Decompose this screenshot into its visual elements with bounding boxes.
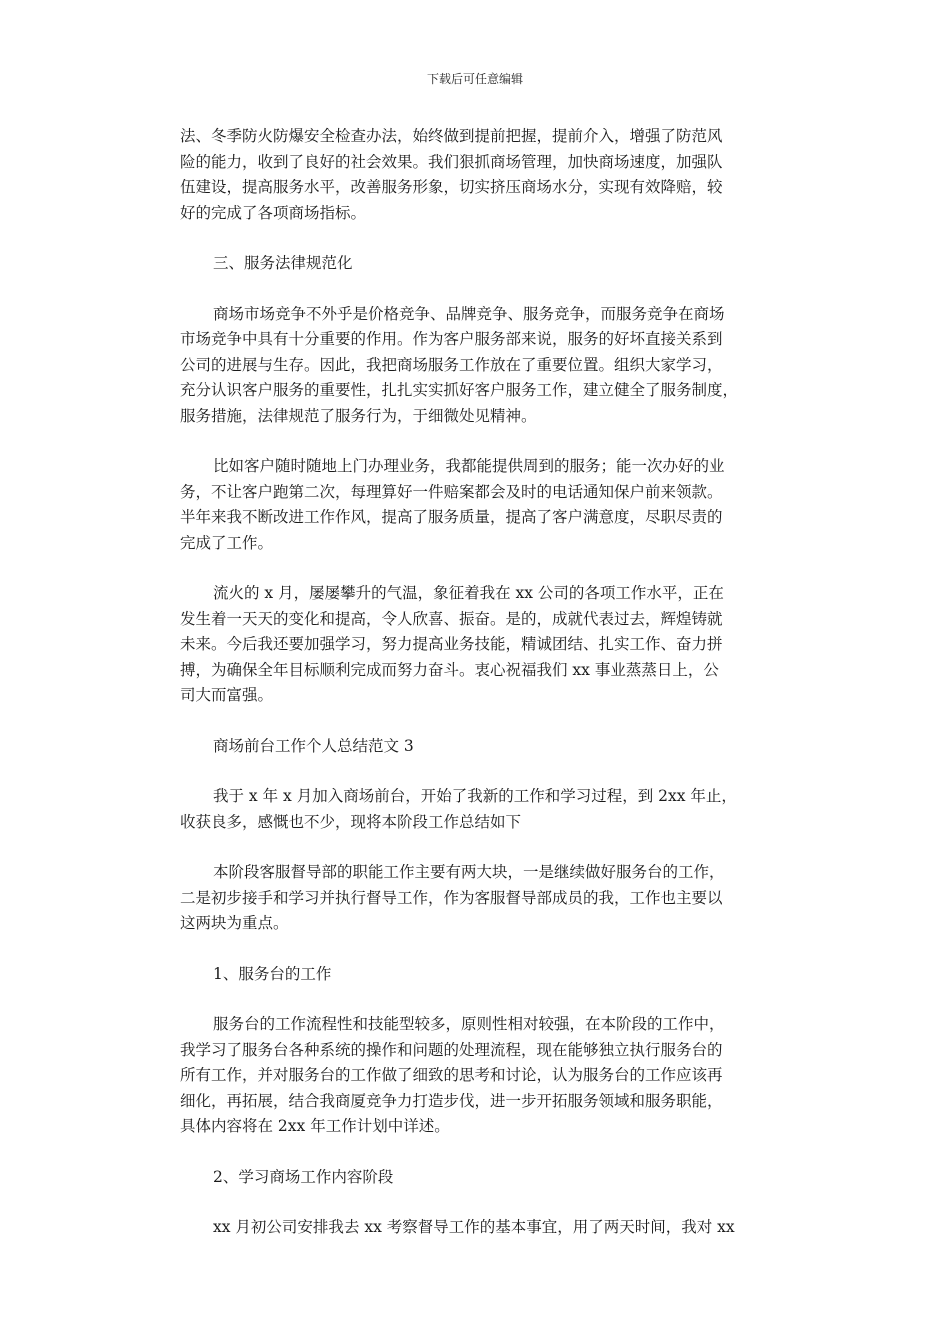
paragraph — [180, 124, 780, 226]
paragraph-line: 伍建设，提高服务水平，改善服务形象，切实挤压商场水分，实现有效降赔，较 — [180, 178, 723, 196]
page-header: 下载后可任意编辑 — [426, 72, 523, 86]
paragraph-line: 充分认识客户服务的重要性，扎扎实实抓好客户服务工作，建立健全了服务制度， — [180, 381, 739, 399]
document-body — [180, 124, 780, 1266]
paragraph — [180, 581, 780, 709]
paragraph-line: 未来。今后我还要加强学习，努力提高业务技能，精诚团结、扎实工作、奋力拼 — [180, 635, 723, 653]
paragraph-line: 好的完成了各项商场指标。 — [180, 203, 367, 222]
paragraph-line: 公司的进展与生存。因此，我把商场服务工作放在了重要位置。组织大家学习， — [180, 355, 723, 374]
paragraph-line: 半年来我不断改进工作作风，提高了服务质量，提高了客户满意度，尽职尽责的 — [180, 508, 723, 526]
paragraph-line: 发生着一天天的变化和提高，令人欣喜、振奋。是的，成就代表过去，辉煌铸就 — [180, 609, 723, 628]
paragraph-line: 市场竞争中具有十分重要的作用。作为客户服务部来说，服务的好坏直接关系到 — [180, 330, 723, 348]
paragraph-line: 本阶段客服督导部的职能工作主要有两大块，一是继续做好服务台的工作， — [213, 863, 725, 881]
paragraph-line: xx 月初公司安排我去 xx 考察督导工作的基本事宜，用了两天时间，我对 xx — [213, 1218, 735, 1236]
paragraph-line: 收获良多，感慨也不少，现将本阶段工作总结如下 — [180, 812, 522, 831]
section-heading: 1、服务台的工作 — [213, 964, 332, 983]
section-heading: 2、学习商场工作内容阶段 — [213, 1167, 394, 1186]
paragraph-line: 完成了工作。 — [180, 533, 274, 552]
paragraph-line: 这两块为重点。 — [180, 914, 289, 932]
paragraph-line: 险的能力，收到了良好的社会效果。我们狠抓商场管理，加快商场速度，加强队 — [180, 152, 723, 171]
paragraph-line: 细化，再拓展，结合我商厦竞争力打造步伐，进一步开拓服务领域和服务职能， — [180, 1091, 723, 1110]
paragraph-line: 服务台的工作流程性和技能型较多，原则性相对较强，在本阶段的工作中， — [213, 1015, 725, 1033]
paragraph-line: 搏，为确保全年目标顺利完成而努力奋斗。衷心祝福我们 xx 事业蒸蒸日上，公 — [180, 660, 719, 679]
paragraph-line: 具体内容将在 2xx 年工作计划中详述。 — [180, 1117, 450, 1135]
section-heading: 商场前台工作个人总结范文 3 — [213, 736, 414, 755]
section-heading: 三、服务法律规范化 — [213, 254, 353, 272]
paragraph-line: 比如客户随时随地上门办理业务，我都能提供周到的服务；能一次办好的业 — [213, 457, 725, 475]
paragraph — [180, 454, 780, 556]
paragraph-line: 流火的 x 月，屡屡攀升的气温，象征着我在 xx 公司的各项工作水平，正在 — [213, 584, 724, 602]
paragraph-line: 我于 x 年 x 月加入商场前台，开始了我新的工作和学习过程，到 2xx 年止， — [213, 787, 737, 805]
paragraph-line: 商场市场竞争不外乎是价格竞争、品牌竞争、服务竞争，而服务竞争在商场 — [213, 304, 725, 323]
paragraph — [180, 1215, 780, 1241]
paragraph — [180, 784, 780, 835]
paragraph-line: 二是初步接手和学习并执行督导工作，作为客服督导部成员的我，工作也主要以 — [180, 888, 723, 907]
paragraph-line: 所有工作，并对服务台的工作做了细致的思考和讨论，认为服务台的工作应该再 — [180, 1066, 723, 1084]
paragraph — [180, 302, 780, 430]
paragraph-line: 服务措施，法律规范了服务行为，于细微处见精神。 — [180, 406, 537, 425]
paragraph — [180, 1012, 780, 1140]
paragraph-line: 务，不让客户跑第二次，每理算好一件赔案都会及时的电话通知保户前来领款。 — [180, 482, 723, 501]
paragraph-line: 法、冬季防火防爆安全检查办法，始终做到提前把握，提前介入，增强了防范风 — [180, 127, 723, 145]
paragraph-line: 我学习了服务台各种系统的操作和问题的处理流程，现在能够独立执行服务台的 — [180, 1040, 723, 1059]
paragraph-line: 司大而富强。 — [180, 686, 274, 704]
paragraph — [180, 860, 780, 937]
